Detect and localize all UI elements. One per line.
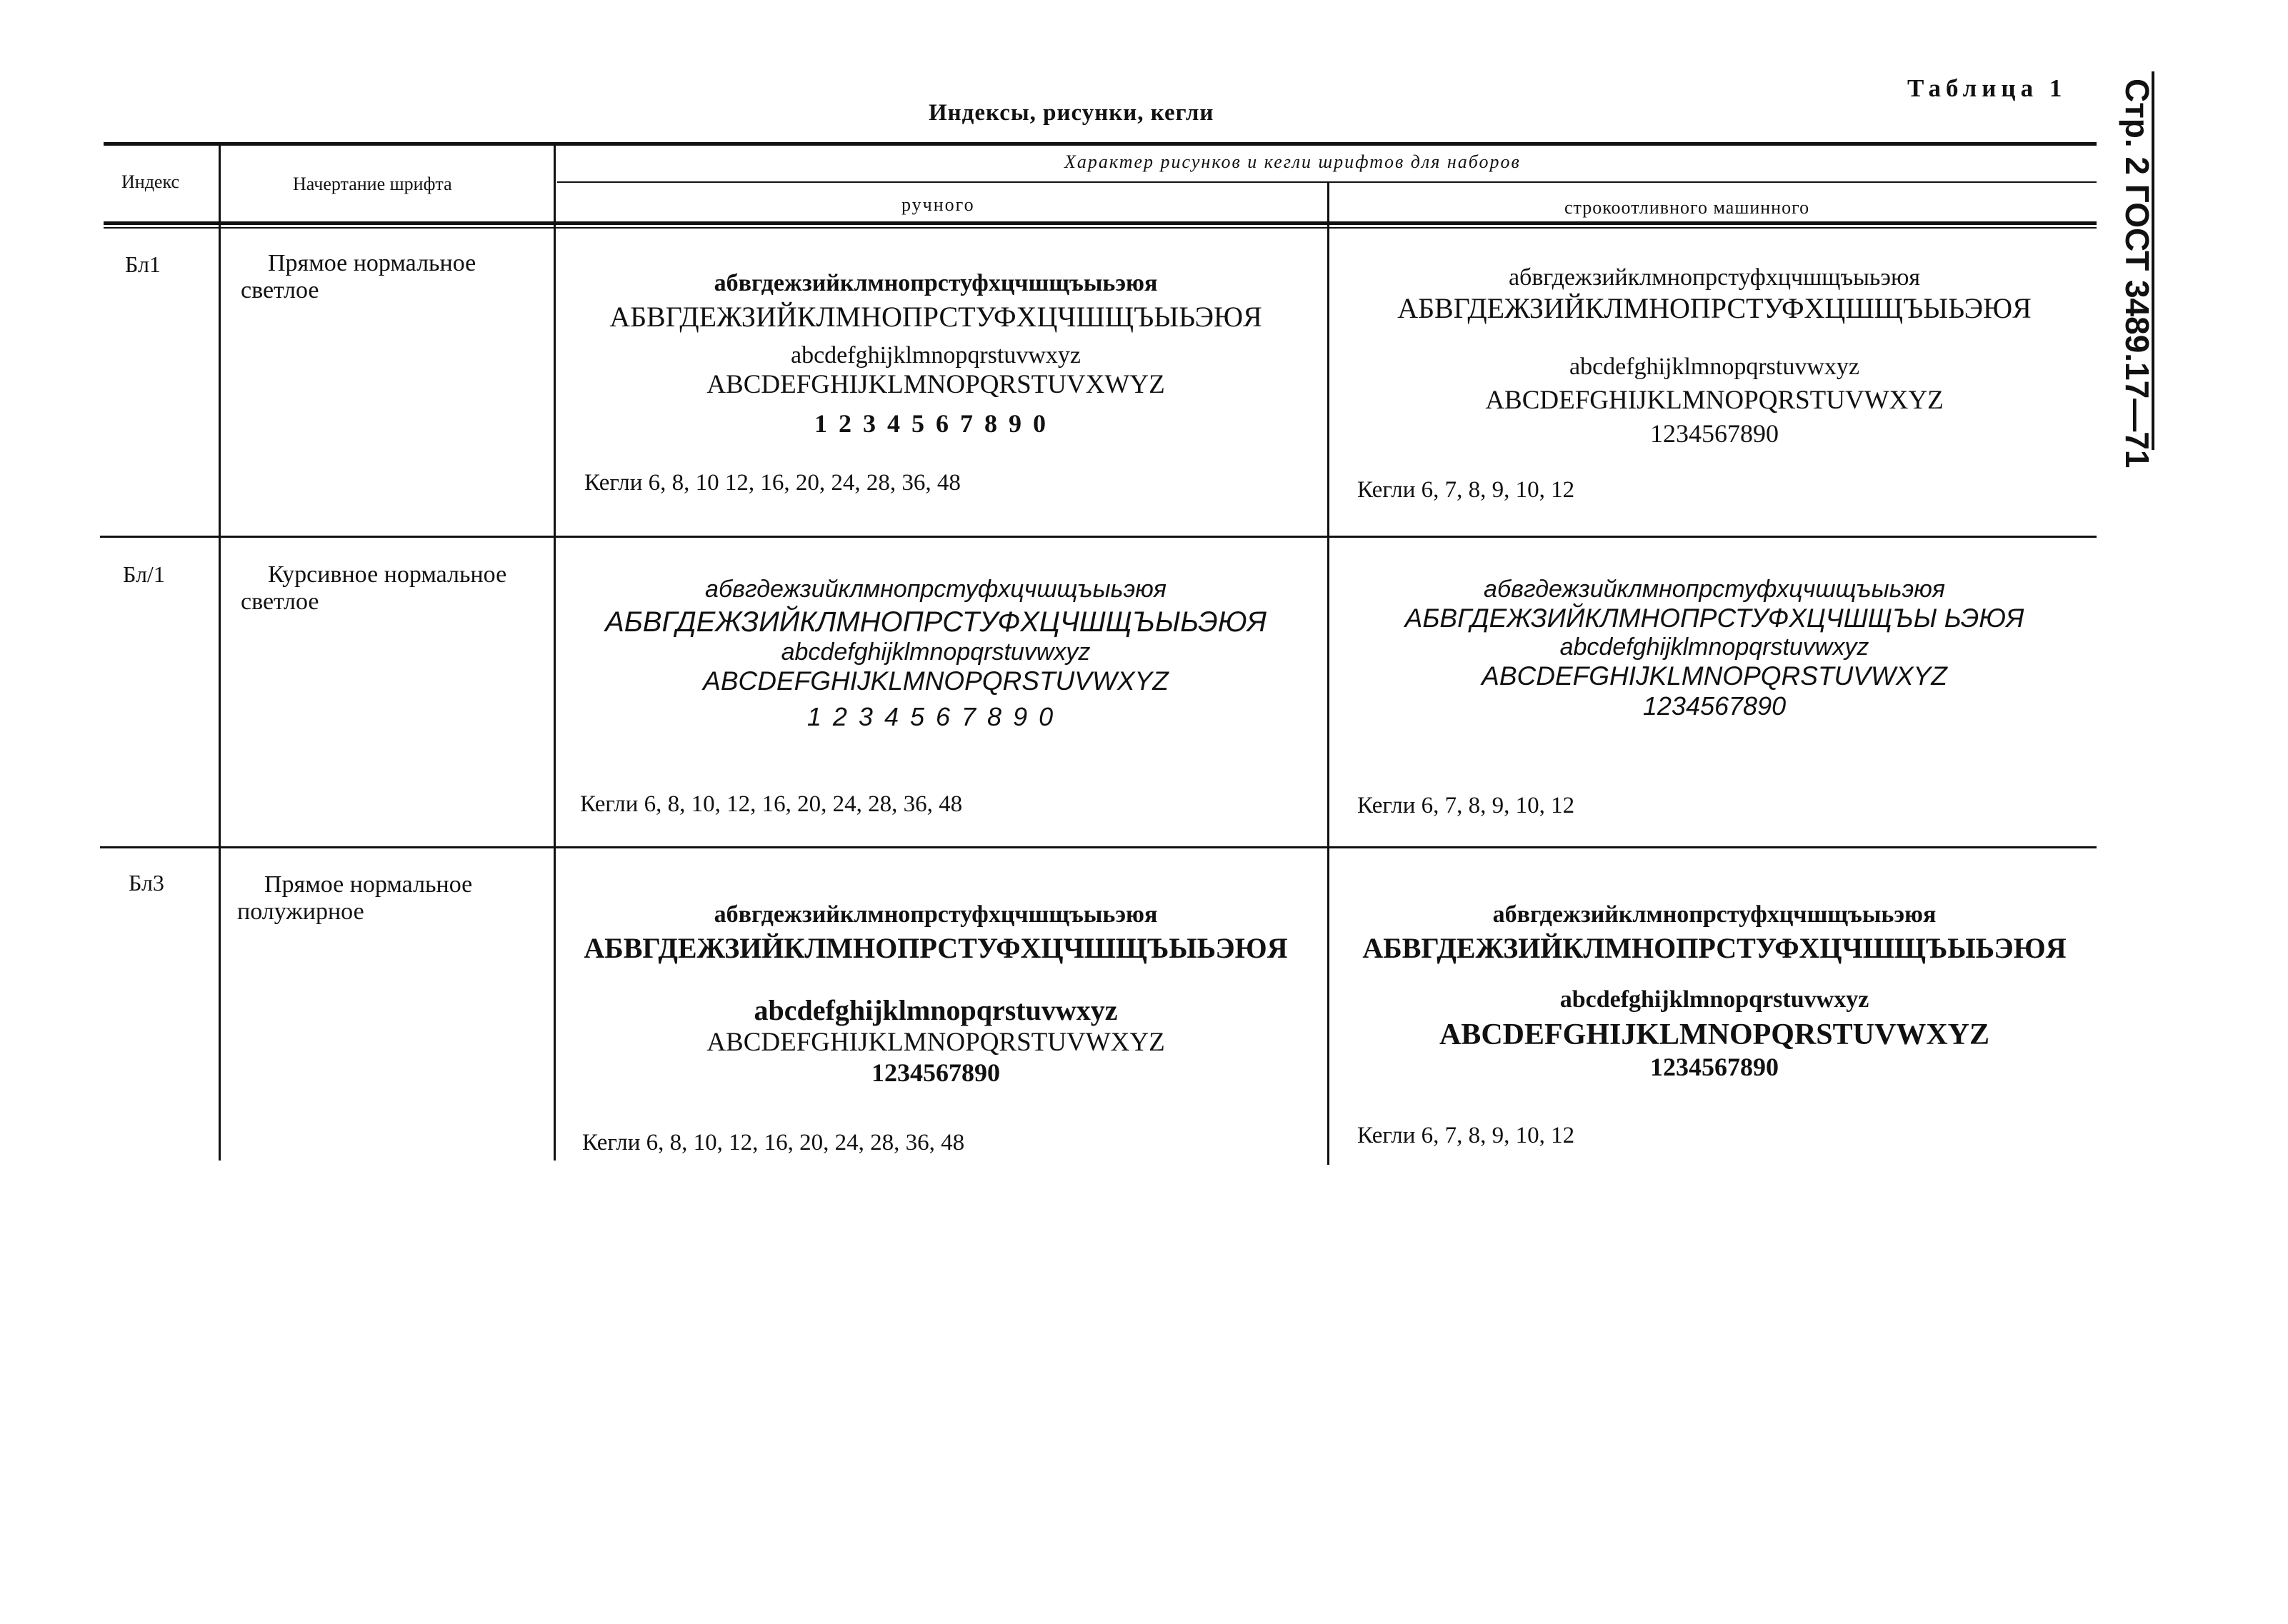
machine-sample-cell	[1343, 901, 2086, 1082]
sample-lowercase-latin: abcdefghijklmnopqrstuvwxyz	[781, 638, 1091, 666]
sample-uppercase-latin: ABCDEFGHIJKLMNOPQRSTUVWXYZ	[703, 666, 1169, 696]
row-index: Бл1	[125, 251, 161, 277]
point-sizes: Кегли 6, 8, 10, 12, 16, 20, 24, 28, 36, 48	[582, 1130, 965, 1156]
sample-lowercase-latin: abcdefghijklmnopqrstuvwxyz	[754, 994, 1118, 1026]
font-style-name: Прямое нормальное светлое	[241, 250, 476, 304]
sample-uppercase-cyrillic: АБВГДЕЖЗИЙКЛМНОПРСТУФХЦЧШЩЪЫЬЭЮЯ	[609, 301, 1262, 333]
header-font-style: Начертание шрифта	[293, 174, 452, 194]
page-side-caption: Стр. 2 ГОСТ 3489.17—71	[2119, 79, 2156, 468]
side-caption-rule	[2152, 71, 2154, 450]
point-sizes: Кегли 6, 8, 10, 12, 16, 20, 24, 28, 36, 48	[580, 791, 963, 817]
sample-uppercase-cyrillic: АБВГДЕЖЗИЙКЛМНОПРСТУФХЦЧШЩЪЫЬЭЮЯ	[584, 932, 1288, 964]
sample-lowercase-latin: abcdefghijklmnopqrstuvwxyz	[790, 342, 1081, 369]
machine-sample-cell	[1343, 576, 2086, 721]
header-manual: ручного	[901, 194, 975, 215]
sample-digits: 1234567890	[871, 1058, 1000, 1087]
manual-sample-cell	[571, 901, 1300, 1088]
font-style-name: Прямое нормальное полужирное	[237, 871, 473, 925]
machine-sample-cell	[1343, 264, 2086, 448]
table-title: Индексы, рисунки, кегли	[929, 100, 1214, 126]
point-sizes: Кегли 6, 7, 8, 9, 10, 12	[1357, 477, 1575, 503]
sample-lowercase-cyrillic: абвгдежзийклмнопрстуфхцчшщъыьэюя	[705, 576, 1167, 603]
sample-uppercase-cyrillic: АБВГДЕЖЗИЙКЛМНОПРСТУФХЦШЩЪЫЬЭЮЯ	[1397, 292, 2032, 324]
sample-digits: 1234567890	[1650, 419, 1779, 448]
sample-uppercase-latin: ABCDEFGHIJKLMNOPQRSTUVXWYZ	[706, 370, 1165, 399]
header-character: Характер рисунков и кегли шрифтов для наборов	[1064, 151, 1521, 172]
row-separator-2	[100, 846, 2097, 848]
sample-uppercase-cyrillic: АБВГДЕЖЗИЙКЛМНОПРСТУФХЦЧШЩЪЫ ЬЭЮЯ	[1404, 603, 2024, 633]
sample-lowercase-latin: abcdefghijklmnopqrstuvwxyz	[1559, 633, 1869, 661]
col-divider-style	[554, 143, 556, 1161]
col-divider-index	[219, 143, 221, 1161]
sample-digits: 1234567890	[814, 409, 1057, 438]
sample-lowercase-cyrillic: абвгдежзийклмнопрстуфхцчшщъыьэюя	[1508, 264, 1921, 291]
header-bottom-rule-2	[104, 227, 2097, 229]
sample-digits: 1234567890	[1650, 1053, 1779, 1081]
sample-lowercase-cyrillic: абвгдежзийклмнопрстуфхцчшщъыьэюя	[714, 901, 1158, 928]
sample-digits: 1234567890	[806, 702, 1065, 731]
sample-uppercase-latin: ABCDEFGHIJKLMNOPQRSTUVWXYZ	[1439, 1018, 1990, 1051]
sample-lowercase-cyrillic: абвгдежзийклмнопрстуфхцчшщъыьэюя	[714, 270, 1158, 296]
row-index: Бл/1	[123, 561, 165, 587]
sample-uppercase-cyrillic: АБВГДЕЖЗИЙКЛМНОПРСТУФХЦЧШЩЪЫЬЭЮЯ	[605, 606, 1267, 638]
table-top-rule	[104, 142, 2097, 146]
manual-sample-cell	[571, 576, 1300, 732]
header-bottom-rule	[104, 221, 2097, 225]
sample-lowercase-latin: abcdefghijklmnopqrstuvwxyz	[1559, 986, 1869, 1013]
header-index: Индекс	[121, 171, 179, 192]
sample-uppercase-cyrillic: АБВГДЕЖЗИЙКЛМНОПРСТУФХЦЧШЩЪЫЬЭЮЯ	[1362, 932, 2067, 964]
sample-uppercase-latin: ABCDEFGHIJKLMNOPQRSTUVWXYZ	[1482, 661, 1947, 691]
sample-lowercase-cyrillic: абвгдежзийклмнопрстуфхцчшщъыьэюя	[1492, 901, 1937, 928]
row-separator-1	[100, 536, 2097, 538]
manual-sample-cell	[571, 270, 1300, 438]
row-index: Бл3	[129, 870, 164, 896]
font-style-name: Курсивное нормальное светлое	[241, 561, 507, 615]
sample-uppercase-latin: ABCDEFGHIJKLMNOPQRSTUVWXYZ	[706, 1028, 1165, 1057]
sample-digits: 1234567890	[1642, 691, 1787, 721]
point-sizes: Кегли 6, 7, 8, 9, 10, 12	[1357, 1123, 1575, 1148]
point-sizes: Кегли 6, 7, 8, 9, 10, 12	[1357, 793, 1575, 818]
col-divider-machine	[1327, 183, 1329, 1165]
point-sizes: Кегли 6, 8, 10 12, 16, 20, 24, 28, 36, 48	[584, 470, 961, 496]
sample-lowercase-cyrillic: абвгдежзийклмнопрстуфхцчшщъыьэюя	[1484, 576, 1945, 603]
sample-uppercase-latin: ABCDEFGHIJKLMNOPQRSTUVWXYZ	[1485, 386, 1944, 415]
table-number: Таблица 1	[1907, 74, 2067, 102]
header-machine: строкоотливного машинного	[1564, 197, 1810, 218]
sample-lowercase-latin: abcdefghijklmnopqrstuvwxyz	[1569, 354, 1860, 380]
